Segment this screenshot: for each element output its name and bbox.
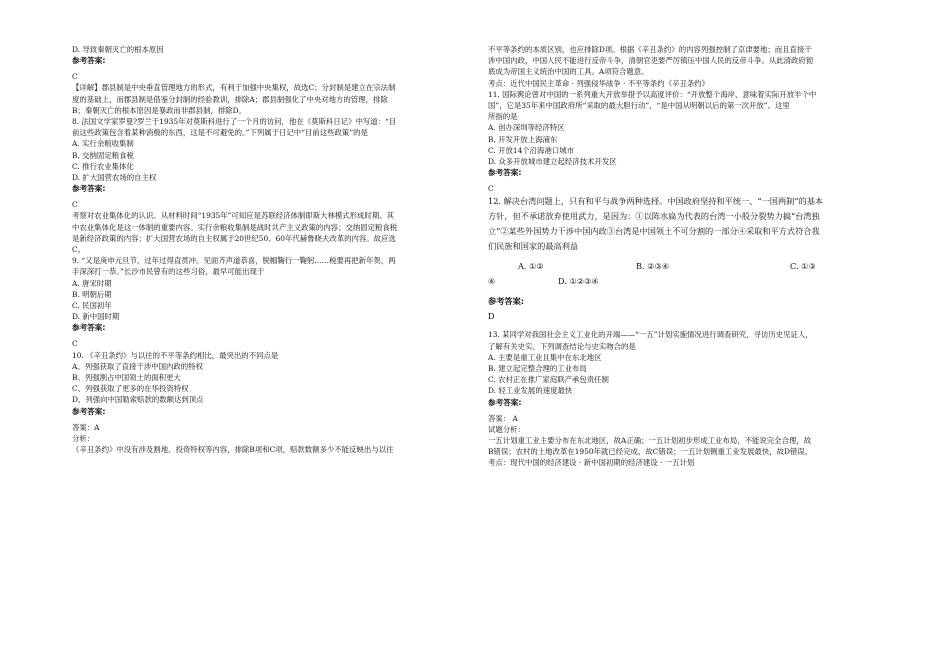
answer-heading: 参考答案: [72, 323, 106, 333]
text-line: 所指的是 [488, 112, 518, 122]
answer-heading: 参考答案: [488, 296, 525, 307]
answer-heading: 参考答案: [72, 56, 106, 66]
text-line: 考点：近代中国民主革命 · 列强侵华战争 · 不平等条约《辛丑条约》 [488, 78, 710, 88]
text-line: 12. 解决台湾问题上，只有和平与战争两种选择。中国政府坚持和平统一、“一国两制”的基本 [488, 196, 824, 207]
text-line: 9. “又是庚申元旦节，过年过得直贯冲。见面齐声道恭喜，脱帽鞠行一鞠躬……税要再把新年贺，两 [72, 256, 396, 266]
text-line: A. 唐宋时期 [72, 278, 112, 288]
text-line: 国”，它是35年来中国政府所“采取的最大胆行动”，“是中国从明朝以后的第一次开放”。这里 [488, 101, 790, 111]
text-line: C [72, 339, 78, 349]
text-line: D. 扩大国营农场的自主权 [72, 173, 157, 183]
text-line: 手深深打一恭。”长沙市民曾有的这些习俗，最早可能出现于 [72, 267, 265, 277]
text-line: C。 [72, 245, 86, 255]
text-line: B、列强割占中国领土的面积更大 [72, 373, 181, 383]
text-line: D [488, 311, 495, 322]
text-line: B. 建立起完整合理的工业布局 [488, 364, 587, 374]
text-line: 是新经济政策的内容；扩大国营农场的自主权属于20世纪50、60年代赫鲁晓夫改革的内容。故应选 [72, 233, 396, 243]
text-line: 答案： A [488, 413, 518, 423]
text-line: C [488, 184, 494, 194]
text-line: 考点：现代中国的经济建设 · 新中国初期的经济建设 · 一五计划 [488, 458, 695, 468]
answer-options [488, 259, 880, 274]
text-line: A. 主要是重工业且集中在东北地区 [488, 352, 602, 362]
text-line: C. 推行农业集体化 [72, 161, 134, 171]
text-line: D. 新中国时期 [72, 312, 120, 322]
answer-heading: 参考答案: [488, 168, 522, 178]
text-line: C [72, 200, 78, 210]
text-line: 8. 法国文学家罗曼?罗兰于1935年对莫斯科进行了一个月的访问，他在《莫斯科日记》中写道：“目 [72, 117, 397, 127]
text-line: C、列强获取了更多的在华投资特权 [72, 384, 189, 394]
text-line: C. 开放14个沿海港口城市 [488, 145, 575, 155]
text-line: 不平等条约的本质区别，也应排除D项。根据《辛丑条约》的内容列强控制了京津要地；而且直接干 [488, 45, 812, 54]
text-line: B；秦朝灭亡的根本原因是暴政而非郡县制，排除D。 [72, 105, 246, 115]
text-line: 度的基础上，而郡县制是借鉴分封制的经验教训，排除A；郡县制强化了中央对地方的管理，排除 [72, 94, 388, 104]
text-line: 们民族和国家的最高利益 [488, 241, 579, 252]
text-line: B. 明朝后期 [72, 289, 112, 299]
answer-heading: 参考答案: [72, 184, 106, 194]
text-line: 答案：A [72, 422, 100, 432]
text-line: 10. 《辛丑条约》与以往的不平等条约相比，最突出的不同点是 [72, 350, 279, 360]
option-b: B. ②③④ [636, 261, 670, 272]
option-c: C. ①③ [790, 261, 816, 272]
text-line: 中农业集体化是这一体制的重要内容。实行余粮收集制是战时共产主义政策的内容；交纳固定粮食税 [72, 222, 398, 232]
text-line: 分析： [72, 433, 95, 443]
text-line: C [72, 72, 78, 82]
text-line: D. 导致秦朝灭亡的根本原因 [72, 45, 164, 54]
answer-options [488, 274, 880, 289]
text-line: A. 实行余粮收集制 [72, 139, 134, 149]
text-line: A. 创办深圳等经济特区 [488, 123, 565, 133]
text-line: 考察对农业集体化的认识。从材料时间“1935年”可知应是苏联经济体制即斯大林模式形成时期。其 [72, 211, 394, 221]
option-d: D. ①②③④ [558, 276, 599, 287]
text-line: B错误；农村的土地改革在1950年就已经完成，故C错误；一五计划侧重工业发展最快，故D错误。 [488, 447, 813, 457]
text-line: 前这些政策包含着某种消极的东西，这是不可避免的。”下列属于日记中“目前这些政策”的是 [72, 128, 368, 138]
right-column [488, 44, 880, 469]
text-line: B. 开发开放上海浦东 [488, 134, 558, 144]
text-line: 涉中国内政，中国人民不能进行反帝斗争，清朝官吏要严厉镇压中国人民的反帝斗争。从此清政府彻 [488, 56, 814, 66]
answer-heading: 参考答案: [72, 406, 106, 416]
text-line: 11. 国际舆论曾对中国的一系列重大开放举措予以高度评价：“开放整个海岸，意味着实际开放半个中 [488, 89, 817, 99]
text-line: 13. 某同学对我国社会主义工业化的开端——“一五”计划实施情况进行调查研究，寻访历史见证人， [488, 330, 813, 340]
text-line: C. 民国初年 [72, 301, 112, 311]
left-column [72, 44, 462, 455]
answer-heading: 参考答案: [488, 397, 522, 407]
text-line: C. 农村正在推广家庭联产承包责任制 [488, 375, 609, 385]
text-line: A、列强获取了直接干涉中国内政的特权 [72, 361, 203, 371]
text-line: 试题分析： [488, 424, 525, 434]
text-line: 一五计划重工业主要分布在东北地区，故A正确；一五计划初步形成工业布局，不能说完全合理，故 [488, 436, 812, 446]
text-line: D. 轻工业发展的速度最快 [488, 386, 573, 396]
text-line: B. 交纳固定粮食税 [72, 150, 134, 160]
text-line: 立”②某些外国势力干涉中国内政③台湾是中国领土不可分割的一部分④采取和平方式符合我 [488, 226, 820, 237]
text-line: 【详解】郡县制是中央垂直管理地方的形式，有利于加强中央集权，故选C；分封制是建立在宗法制 [72, 83, 396, 93]
option-a: A. ①② [518, 261, 544, 272]
option-c-continued: ④ [488, 276, 496, 287]
text-line: 《辛丑条约》中没有涉及割地、投资特权等内容，排除B项和C项，赔款数额多少不能反映出与以往 [72, 445, 394, 455]
text-line: D. 众多开放城市建立起经济技术开发区 [488, 157, 617, 167]
text-line: 底成为帝国主义统治中国的工具。A项符合题意。 [488, 67, 649, 77]
text-line: 了解有关史实。下列调查结论与史实吻合的是 [488, 341, 636, 351]
text-line: D、列强向中国勒索赔款的数额达到顶点 [72, 395, 204, 405]
text-line: 方针，但不承诺放弃使用武力，是因为：①以陈水扁为代表的台湾一小股分裂势力搞“台湾独 [488, 211, 820, 222]
